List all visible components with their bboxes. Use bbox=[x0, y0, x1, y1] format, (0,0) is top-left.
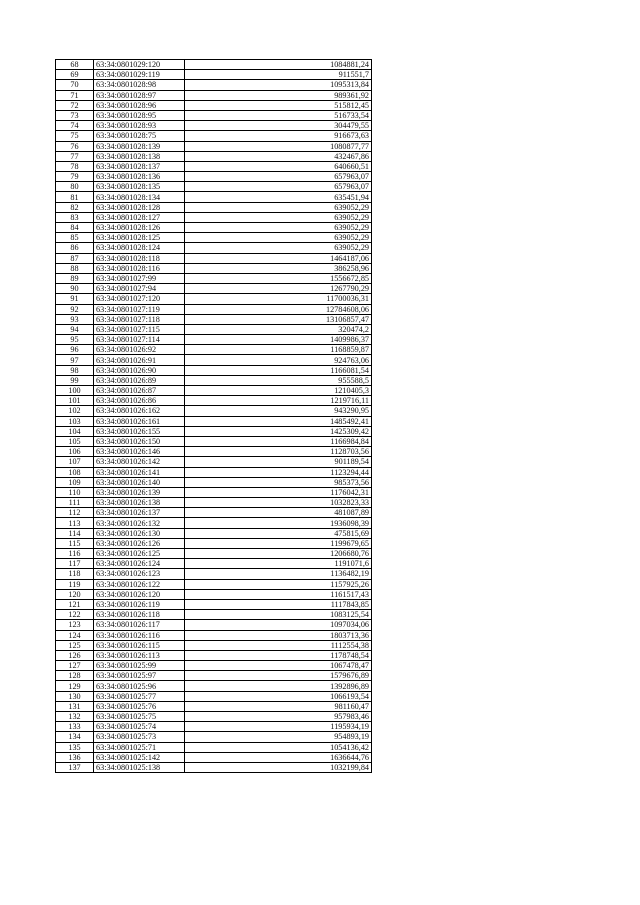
table-row bbox=[56, 365, 372, 375]
row-number: 72 bbox=[56, 100, 94, 110]
cadastral-value: 954893,19 bbox=[185, 732, 372, 742]
table-row bbox=[56, 406, 372, 416]
cadastral-number: 63:34:0801026:155 bbox=[94, 426, 185, 436]
cadastral-number: 63:34:0801025:77 bbox=[94, 691, 185, 701]
table-row bbox=[56, 141, 372, 151]
cadastral-value-table bbox=[55, 59, 372, 773]
row-number: 106 bbox=[56, 447, 94, 457]
cadastral-value: 1409986,37 bbox=[185, 335, 372, 345]
cadastral-value: 11700036,31 bbox=[185, 294, 372, 304]
cadastral-number: 63:34:0801026:115 bbox=[94, 640, 185, 650]
cadastral-number: 63:34:0801028:138 bbox=[94, 151, 185, 161]
row-number: 89 bbox=[56, 273, 94, 283]
row-number: 130 bbox=[56, 691, 94, 701]
cadastral-number: 63:34:0801026:140 bbox=[94, 477, 185, 487]
cadastral-value: 635451,94 bbox=[185, 192, 372, 202]
row-number: 68 bbox=[56, 60, 94, 70]
cadastral-number: 63:34:0801025:97 bbox=[94, 671, 185, 681]
row-number: 114 bbox=[56, 528, 94, 538]
table-row bbox=[56, 681, 372, 691]
cadastral-value: 12784608,06 bbox=[185, 304, 372, 314]
cadastral-value: 1157925,26 bbox=[185, 579, 372, 589]
table-row bbox=[56, 416, 372, 426]
row-number: 116 bbox=[56, 549, 94, 559]
cadastral-number: 63:34:0801026:89 bbox=[94, 375, 185, 385]
table-row bbox=[56, 640, 372, 650]
table-row bbox=[56, 335, 372, 345]
table-row bbox=[56, 701, 372, 711]
cadastral-number: 63:34:0801027:94 bbox=[94, 284, 185, 294]
cadastral-value: 639052,29 bbox=[185, 223, 372, 233]
cadastral-number: 63:34:0801027:119 bbox=[94, 304, 185, 314]
row-number: 122 bbox=[56, 610, 94, 620]
row-number: 86 bbox=[56, 243, 94, 253]
cadastral-number: 63:34:0801026:125 bbox=[94, 549, 185, 559]
cadastral-number: 63:34:0801025:99 bbox=[94, 661, 185, 671]
table-row bbox=[56, 80, 372, 90]
cadastral-number: 63:34:0801028:126 bbox=[94, 223, 185, 233]
cadastral-number: 63:34:0801028:127 bbox=[94, 212, 185, 222]
cadastral-number: 63:34:0801026:138 bbox=[94, 498, 185, 508]
table-row bbox=[56, 498, 372, 508]
row-number: 98 bbox=[56, 365, 94, 375]
row-number: 108 bbox=[56, 467, 94, 477]
row-number: 85 bbox=[56, 233, 94, 243]
cadastral-number: 63:34:0801025:75 bbox=[94, 712, 185, 722]
cadastral-number: 63:34:0801028:136 bbox=[94, 172, 185, 182]
cadastral-value: 1392896,89 bbox=[185, 681, 372, 691]
table-row bbox=[56, 243, 372, 253]
cadastral-number: 63:34:0801027:120 bbox=[94, 294, 185, 304]
table-row bbox=[56, 579, 372, 589]
cadastral-value: 1032199,84 bbox=[185, 762, 372, 772]
table-row bbox=[56, 273, 372, 283]
cadastral-number: 63:34:0801028:137 bbox=[94, 161, 185, 171]
cadastral-value: 1556672,85 bbox=[185, 273, 372, 283]
table-row bbox=[56, 121, 372, 131]
table-row bbox=[56, 549, 372, 559]
cadastral-value: 432467,86 bbox=[185, 151, 372, 161]
table-row bbox=[56, 732, 372, 742]
cadastral-number: 63:34:0801025:74 bbox=[94, 722, 185, 732]
cadastral-value: 901189,54 bbox=[185, 457, 372, 467]
cadastral-value: 1178748,54 bbox=[185, 650, 372, 660]
cadastral-value: 1485492,41 bbox=[185, 416, 372, 426]
cadastral-number: 63:34:0801027:115 bbox=[94, 324, 185, 334]
cadastral-value: 1097034,06 bbox=[185, 620, 372, 630]
row-number: 123 bbox=[56, 620, 94, 630]
row-number: 87 bbox=[56, 253, 94, 263]
row-number: 132 bbox=[56, 712, 94, 722]
table-row bbox=[56, 599, 372, 609]
table-row bbox=[56, 396, 372, 406]
row-number: 80 bbox=[56, 182, 94, 192]
cadastral-number: 63:34:0801025:142 bbox=[94, 752, 185, 762]
row-number: 120 bbox=[56, 589, 94, 599]
row-number: 110 bbox=[56, 487, 94, 497]
table-row bbox=[56, 457, 372, 467]
cadastral-value: 1128703,56 bbox=[185, 447, 372, 457]
table-row bbox=[56, 559, 372, 569]
cadastral-number: 63:34:0801025:73 bbox=[94, 732, 185, 742]
cadastral-number: 63:34:0801026:90 bbox=[94, 365, 185, 375]
row-number: 126 bbox=[56, 650, 94, 660]
table-row bbox=[56, 426, 372, 436]
cadastral-value: 1166081,54 bbox=[185, 365, 372, 375]
table-row bbox=[56, 538, 372, 548]
cadastral-value: 13106857,47 bbox=[185, 314, 372, 324]
table-row bbox=[56, 172, 372, 182]
cadastral-value: 1166984,84 bbox=[185, 436, 372, 446]
cadastral-value: 1083125,54 bbox=[185, 610, 372, 620]
cadastral-number: 63:34:0801026:130 bbox=[94, 528, 185, 538]
table-row bbox=[56, 436, 372, 446]
table-row bbox=[56, 528, 372, 538]
table-row bbox=[56, 375, 372, 385]
cadastral-value: 639052,29 bbox=[185, 233, 372, 243]
row-number: 115 bbox=[56, 538, 94, 548]
cadastral-number: 63:34:0801028:134 bbox=[94, 192, 185, 202]
cadastral-number: 63:34:0801028:128 bbox=[94, 202, 185, 212]
row-number: 90 bbox=[56, 284, 94, 294]
cadastral-number: 63:34:0801026:132 bbox=[94, 518, 185, 528]
cadastral-number: 63:34:0801028:139 bbox=[94, 141, 185, 151]
row-number: 99 bbox=[56, 375, 94, 385]
cadastral-value: 1636644,76 bbox=[185, 752, 372, 762]
cadastral-number: 63:34:0801027:99 bbox=[94, 273, 185, 283]
cadastral-number: 63:34:0801026:92 bbox=[94, 345, 185, 355]
row-number: 81 bbox=[56, 192, 94, 202]
cadastral-value: 475815,69 bbox=[185, 528, 372, 538]
cadastral-value: 639052,29 bbox=[185, 212, 372, 222]
cadastral-number: 63:34:0801029:120 bbox=[94, 60, 185, 70]
cadastral-number: 63:34:0801025:96 bbox=[94, 681, 185, 691]
row-number: 102 bbox=[56, 406, 94, 416]
table-row bbox=[56, 90, 372, 100]
cadastral-number: 63:34:0801026:139 bbox=[94, 487, 185, 497]
row-number: 124 bbox=[56, 630, 94, 640]
cadastral-value: 1464187,06 bbox=[185, 253, 372, 263]
row-number: 101 bbox=[56, 396, 94, 406]
table-row bbox=[56, 324, 372, 334]
table-row bbox=[56, 304, 372, 314]
row-number: 82 bbox=[56, 202, 94, 212]
cadastral-value: 1112554,38 bbox=[185, 640, 372, 650]
table-row bbox=[56, 671, 372, 681]
table-row bbox=[56, 661, 372, 671]
cadastral-number: 63:34:0801025:76 bbox=[94, 701, 185, 711]
table-row bbox=[56, 345, 372, 355]
table-row bbox=[56, 355, 372, 365]
cadastral-value: 1176042,31 bbox=[185, 487, 372, 497]
cadastral-number: 63:34:0801028:96 bbox=[94, 100, 185, 110]
row-number: 92 bbox=[56, 304, 94, 314]
cadastral-value: 1054136,42 bbox=[185, 742, 372, 752]
cadastral-number: 63:34:0801026:91 bbox=[94, 355, 185, 365]
cadastral-number: 63:34:0801026:161 bbox=[94, 416, 185, 426]
row-number: 133 bbox=[56, 722, 94, 732]
table-row bbox=[56, 467, 372, 477]
cadastral-number: 63:34:0801028:135 bbox=[94, 182, 185, 192]
cadastral-value: 304479,55 bbox=[185, 121, 372, 131]
cadastral-number: 63:34:0801026:117 bbox=[94, 620, 185, 630]
row-number: 107 bbox=[56, 457, 94, 467]
cadastral-value: 1032823,33 bbox=[185, 498, 372, 508]
cadastral-number: 63:34:0801026:120 bbox=[94, 589, 185, 599]
row-number: 134 bbox=[56, 732, 94, 742]
cadastral-value: 1123294,44 bbox=[185, 467, 372, 477]
cadastral-value: 1191071,6 bbox=[185, 559, 372, 569]
cadastral-value: 1579676,89 bbox=[185, 671, 372, 681]
cadastral-value: 1936098,39 bbox=[185, 518, 372, 528]
cadastral-value: 657963,07 bbox=[185, 182, 372, 192]
table-row bbox=[56, 100, 372, 110]
cadastral-number: 63:34:0801026:150 bbox=[94, 436, 185, 446]
row-number: 95 bbox=[56, 335, 94, 345]
row-number: 135 bbox=[56, 742, 94, 752]
row-number: 103 bbox=[56, 416, 94, 426]
table-row bbox=[56, 161, 372, 171]
table-row bbox=[56, 212, 372, 222]
cadastral-number: 63:34:0801026:124 bbox=[94, 559, 185, 569]
row-number: 75 bbox=[56, 131, 94, 141]
row-number: 112 bbox=[56, 508, 94, 518]
cadastral-value: 1066193,54 bbox=[185, 691, 372, 701]
cadastral-value: 515812,45 bbox=[185, 100, 372, 110]
cadastral-value: 640660,51 bbox=[185, 161, 372, 171]
table-row bbox=[56, 610, 372, 620]
row-number: 88 bbox=[56, 263, 94, 273]
row-number: 117 bbox=[56, 559, 94, 569]
cadastral-value: 1080877,77 bbox=[185, 141, 372, 151]
row-number: 97 bbox=[56, 355, 94, 365]
table-row bbox=[56, 762, 372, 772]
cadastral-number: 63:34:0801026:122 bbox=[94, 579, 185, 589]
cadastral-number: 63:34:0801028:124 bbox=[94, 243, 185, 253]
cadastral-value: 639052,29 bbox=[185, 202, 372, 212]
table-row bbox=[56, 742, 372, 752]
row-number: 105 bbox=[56, 436, 94, 446]
cadastral-value: 1067478,47 bbox=[185, 661, 372, 671]
cadastral-value: 985373,56 bbox=[185, 477, 372, 487]
table-row bbox=[56, 182, 372, 192]
table-body bbox=[56, 60, 372, 773]
table-row bbox=[56, 314, 372, 324]
table-row bbox=[56, 192, 372, 202]
cadastral-number: 63:34:0801028:97 bbox=[94, 90, 185, 100]
table-row bbox=[56, 233, 372, 243]
cadastral-value: 1168859,87 bbox=[185, 345, 372, 355]
cadastral-number: 63:34:0801026:126 bbox=[94, 538, 185, 548]
cadastral-value: 1095313,84 bbox=[185, 80, 372, 90]
table-row bbox=[56, 131, 372, 141]
row-number: 118 bbox=[56, 569, 94, 579]
cadastral-number: 63:34:0801028:125 bbox=[94, 233, 185, 243]
row-number: 125 bbox=[56, 640, 94, 650]
cadastral-value: 957983,46 bbox=[185, 712, 372, 722]
table-row bbox=[56, 202, 372, 212]
row-number: 129 bbox=[56, 681, 94, 691]
row-number: 111 bbox=[56, 498, 94, 508]
table-row bbox=[56, 110, 372, 120]
cadastral-value: 481087,89 bbox=[185, 508, 372, 518]
row-number: 94 bbox=[56, 324, 94, 334]
table-row bbox=[56, 569, 372, 579]
cadastral-number: 63:34:0801027:114 bbox=[94, 335, 185, 345]
cadastral-number: 63:34:0801026:87 bbox=[94, 386, 185, 396]
cadastral-number: 63:34:0801028:118 bbox=[94, 253, 185, 263]
cadastral-value: 516733,54 bbox=[185, 110, 372, 120]
cadastral-value: 1425309,42 bbox=[185, 426, 372, 436]
table-row bbox=[56, 589, 372, 599]
row-number: 83 bbox=[56, 212, 94, 222]
cadastral-number: 63:34:0801026:118 bbox=[94, 610, 185, 620]
table-row bbox=[56, 447, 372, 457]
cadastral-number: 63:34:0801028:95 bbox=[94, 110, 185, 120]
cadastral-value: 981160,47 bbox=[185, 701, 372, 711]
cadastral-number: 63:34:0801026:116 bbox=[94, 630, 185, 640]
row-number: 69 bbox=[56, 70, 94, 80]
row-number: 128 bbox=[56, 671, 94, 681]
table-row bbox=[56, 712, 372, 722]
table-row bbox=[56, 508, 372, 518]
table-row bbox=[56, 284, 372, 294]
cadastral-number: 63:34:0801025:71 bbox=[94, 742, 185, 752]
cadastral-value: 1267790,29 bbox=[185, 284, 372, 294]
cadastral-number: 63:34:0801026:86 bbox=[94, 396, 185, 406]
cadastral-value: 989361,92 bbox=[185, 90, 372, 100]
row-number: 104 bbox=[56, 426, 94, 436]
cadastral-number: 63:34:0801027:118 bbox=[94, 314, 185, 324]
row-number: 76 bbox=[56, 141, 94, 151]
row-number: 93 bbox=[56, 314, 94, 324]
cadastral-value: 1210405,3 bbox=[185, 386, 372, 396]
row-number: 77 bbox=[56, 151, 94, 161]
cadastral-value: 1206680,76 bbox=[185, 549, 372, 559]
row-number: 136 bbox=[56, 752, 94, 762]
table-row bbox=[56, 60, 372, 70]
cadastral-number: 63:34:0801026:123 bbox=[94, 569, 185, 579]
table-row bbox=[56, 294, 372, 304]
table-row bbox=[56, 630, 372, 640]
cadastral-value: 1136482,19 bbox=[185, 569, 372, 579]
table-row bbox=[56, 752, 372, 762]
row-number: 91 bbox=[56, 294, 94, 304]
row-number: 127 bbox=[56, 661, 94, 671]
cadastral-value: 320474,2 bbox=[185, 324, 372, 334]
cadastral-value: 1161517,43 bbox=[185, 589, 372, 599]
table-row bbox=[56, 650, 372, 660]
cadastral-value: 1084881,24 bbox=[185, 60, 372, 70]
row-number: 119 bbox=[56, 579, 94, 589]
table-row bbox=[56, 223, 372, 233]
cadastral-value: 1803713,36 bbox=[185, 630, 372, 640]
cadastral-value: 1195934,19 bbox=[185, 722, 372, 732]
row-number: 100 bbox=[56, 386, 94, 396]
cadastral-number: 63:34:0801028:116 bbox=[94, 263, 185, 273]
table-row bbox=[56, 151, 372, 161]
cadastral-value: 657963,07 bbox=[185, 172, 372, 182]
row-number: 79 bbox=[56, 172, 94, 182]
cadastral-value: 386258,96 bbox=[185, 263, 372, 273]
row-number: 113 bbox=[56, 518, 94, 528]
row-number: 70 bbox=[56, 80, 94, 90]
cadastral-value: 1219716,11 bbox=[185, 396, 372, 406]
cadastral-number: 63:34:0801028:93 bbox=[94, 121, 185, 131]
cadastral-number: 63:34:0801028:75 bbox=[94, 131, 185, 141]
cadastral-number: 63:34:0801026:137 bbox=[94, 508, 185, 518]
table-row bbox=[56, 722, 372, 732]
row-number: 78 bbox=[56, 161, 94, 171]
cadastral-value: 924763,06 bbox=[185, 355, 372, 365]
table-row bbox=[56, 253, 372, 263]
cadastral-number: 63:34:0801026:113 bbox=[94, 650, 185, 660]
cadastral-number: 63:34:0801025:138 bbox=[94, 762, 185, 772]
cadastral-value: 639052,29 bbox=[185, 243, 372, 253]
cadastral-number: 63:34:0801026:119 bbox=[94, 599, 185, 609]
table-row bbox=[56, 386, 372, 396]
cadastral-value: 955588,5 bbox=[185, 375, 372, 385]
table-row bbox=[56, 263, 372, 273]
cadastral-number: 63:34:0801029:119 bbox=[94, 70, 185, 80]
row-number: 109 bbox=[56, 477, 94, 487]
table-row bbox=[56, 518, 372, 528]
cadastral-value: 943290,95 bbox=[185, 406, 372, 416]
cadastral-value: 1199679,65 bbox=[185, 538, 372, 548]
cadastral-value: 911551,7 bbox=[185, 70, 372, 80]
table-row bbox=[56, 477, 372, 487]
row-number: 137 bbox=[56, 762, 94, 772]
cadastral-number: 63:34:0801026:162 bbox=[94, 406, 185, 416]
row-number: 131 bbox=[56, 701, 94, 711]
cadastral-value: 916673,63 bbox=[185, 131, 372, 141]
table-row bbox=[56, 691, 372, 701]
row-number: 71 bbox=[56, 90, 94, 100]
row-number: 96 bbox=[56, 345, 94, 355]
table-row bbox=[56, 620, 372, 630]
cadastral-value: 1117843,85 bbox=[185, 599, 372, 609]
table-row bbox=[56, 487, 372, 497]
cadastral-number: 63:34:0801026:142 bbox=[94, 457, 185, 467]
table-row bbox=[56, 70, 372, 80]
row-number: 84 bbox=[56, 223, 94, 233]
row-number: 73 bbox=[56, 110, 94, 120]
cadastral-number: 63:34:0801028:98 bbox=[94, 80, 185, 90]
row-number: 74 bbox=[56, 121, 94, 131]
cadastral-number: 63:34:0801026:141 bbox=[94, 467, 185, 477]
row-number: 121 bbox=[56, 599, 94, 609]
cadastral-number: 63:34:0801026:146 bbox=[94, 447, 185, 457]
